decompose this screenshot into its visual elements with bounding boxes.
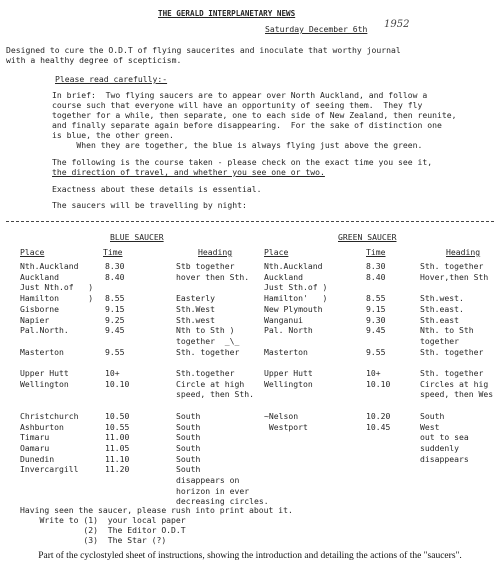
green-col-place: Place	[264, 247, 289, 257]
blue-saucer-place-cell: Timaru	[20, 432, 50, 443]
green-saucer-heading-cell: suddenly	[420, 442, 459, 453]
blue-saucer-time-cell: 11.05	[105, 442, 130, 453]
brief-line: is blue, the other green.	[52, 130, 174, 140]
blue-saucer-heading-cell: horizon in ever	[176, 485, 250, 496]
green-saucer-heading-cell: Sth.east.	[420, 303, 464, 314]
blue-saucer-heading-cell: South	[176, 432, 201, 443]
green-saucer-place-cell: Westport	[264, 421, 308, 432]
blue-saucer-place-cell: Upper Hutt	[20, 368, 69, 378]
blue-saucer-place-cell: Napier	[20, 314, 50, 325]
green-saucer-time-cell: 9.15	[366, 303, 386, 314]
green-col-heading: Heading	[446, 247, 481, 257]
blue-saucer-place-cell: Ashburton	[20, 421, 64, 432]
footer-line-1: Having seen the saucer, please rush into print about it.	[20, 505, 293, 515]
green-saucer-time-cell: 8.55	[366, 293, 386, 304]
green-saucer-heading-cell: Sth. together	[420, 346, 484, 357]
following-line-1: The following is the course taken - please check on the exact time you see it,	[52, 157, 433, 167]
blue-saucer-heading-cell: hover then Sth.	[176, 271, 250, 282]
green-saucer-time-cell: 8.30	[366, 261, 386, 271]
green-saucer-time-cell: 9.55	[366, 346, 386, 357]
blue-saucer-time-cell: 10.50	[105, 410, 130, 421]
footer-line-4: (3) The Star (?)	[20, 535, 167, 545]
blue-saucer-time-cell: 10+	[105, 368, 120, 378]
green-saucer-place-cell: Upper Hutt	[264, 368, 313, 378]
blue-saucer-place-cell: Wellington	[20, 378, 69, 389]
green-saucer-heading-cell: West	[420, 421, 440, 432]
footer-line-3: (2) The Editor O.D.T	[20, 525, 186, 535]
green-saucer-heading-cell: disappears	[420, 453, 469, 464]
blue-saucer-place-cell: Oamaru	[20, 442, 50, 453]
brief-line: In brief: Two flying saucers are to appear over North Auckland, and follow a	[52, 90, 428, 100]
brief-line: and finally separate again before disappearing. For the sake of distinction one	[52, 120, 442, 130]
newsletter-title: THE GERALD INTERPLANETARY NEWS	[158, 9, 296, 18]
green-saucer-heading-cell: Hover,then Sth	[420, 271, 489, 282]
blue-col-place: Place	[20, 247, 45, 257]
purpose-line-2: with a healthy degree of scepticism.	[6, 55, 182, 65]
green-saucer-time-cell: 10.10	[366, 378, 391, 389]
green-saucer-time-cell: 9.30	[366, 314, 386, 325]
blue-saucer-place-cell: Just Nth.of )	[20, 282, 94, 293]
green-saucer-place-cell: New Plymouth	[264, 303, 323, 314]
blue-col-time: Time	[103, 247, 123, 257]
blue-saucer-time-cell: 9.25	[105, 314, 125, 325]
section-divider	[6, 221, 494, 222]
green-saucer-heading-cell: South	[420, 410, 445, 421]
night-note: The saucers will be travelling by night:	[52, 200, 247, 210]
green-saucer-time-cell: 8.40	[366, 271, 386, 282]
blue-saucer-heading-cell: South	[176, 453, 201, 464]
blue-saucer-place-cell: Nth.Auckland	[20, 261, 79, 271]
green-saucer-place-cell: Pal. North	[264, 325, 313, 336]
blue-saucer-heading-cell: Easterly	[176, 293, 215, 304]
green-saucer-time-cell: 10+	[366, 368, 381, 378]
blue-saucer-time-cell: 8.55	[105, 293, 125, 304]
green-saucer-place-cell: Masterton	[264, 346, 308, 357]
blue-saucer-time-cell: 9.45	[105, 325, 125, 336]
green-saucer-time-cell: 9.45	[366, 325, 386, 336]
blue-saucer-heading-cell: South	[176, 442, 201, 453]
blue-saucer-time-cell: 9.55	[105, 346, 125, 357]
green-saucer-heading-cell: Circles at hig	[420, 378, 489, 389]
green-saucer-heading-cell: Nth. to Sth	[420, 325, 474, 336]
blue-saucer-heading-cell: Circle at high	[176, 378, 245, 389]
green-saucer-heading-cell: out to sea	[420, 432, 469, 443]
brief-line: course such that everyone will have an opportunity of seeing them. They fly	[52, 100, 423, 110]
blue-saucer-time-cell: 11.00	[105, 432, 130, 443]
blue-saucer-time-cell: 9.15	[105, 303, 125, 314]
purpose-line-1: Designed to cure the O.D.T of flying saucerites and inoculate that worthy journal	[6, 45, 401, 55]
blue-saucer-heading-cell: speed, then Sth.	[176, 389, 254, 400]
green-saucer-place-cell: Wanganui	[264, 314, 303, 325]
blue-col-heading: Heading	[198, 247, 233, 257]
blue-saucer-time-cell: 11.20	[105, 464, 130, 475]
green-saucer-place-cell: Nth.Auckland	[264, 261, 323, 271]
brief-line: together for a while, then separate, one to each side of New Zealand, then reunite,	[52, 110, 457, 120]
green-saucer-place-cell: Hamilton' )	[264, 293, 328, 304]
blue-saucer-place-cell: Gisborne	[20, 303, 59, 314]
issue-date: Saturday December 6th	[265, 24, 368, 34]
image-caption: Part of the cyclostyled sheet of instructions, showing the introduction and detailing the actions of the "saucers".	[38, 551, 462, 561]
blue-saucer-heading-cell: Sth.together	[176, 368, 235, 378]
green-saucer-heading-cell: together	[420, 335, 459, 346]
green-saucer-title: GREEN SAUCER	[338, 232, 397, 242]
blue-saucer-heading-cell: together _\_	[176, 335, 240, 346]
blue-saucer-heading-cell: decreasing circles.	[176, 496, 269, 507]
blue-saucer-time-cell: 8.30	[105, 261, 125, 271]
brief-line: When they are together, the blue is always flying just above the green.	[52, 140, 423, 150]
green-saucer-place-cell: ~Nelson	[264, 410, 299, 421]
green-saucer-place-cell: Wellington	[264, 378, 313, 389]
blue-saucer-place-cell: Masterton	[20, 346, 64, 357]
blue-saucer-heading-cell: disappears on	[176, 475, 240, 485]
blue-saucer-place-cell: Christchurch	[20, 410, 79, 421]
blue-saucer-time-cell: 10.10	[105, 378, 130, 389]
blue-saucer-time-cell: 11.10	[105, 453, 130, 464]
green-saucer-place-cell: Auckland	[264, 271, 303, 282]
green-col-time: Time	[366, 247, 386, 257]
blue-saucer-heading-cell: Stb together	[176, 261, 235, 271]
blue-saucer-heading-cell: South	[176, 464, 201, 475]
green-saucer-time-cell: 10.20	[366, 410, 391, 421]
blue-saucer-time-cell: 10.55	[105, 421, 130, 432]
blue-saucer-heading-cell: Sth.west	[176, 314, 215, 325]
blue-saucer-place-cell: Auckland	[20, 271, 59, 282]
green-saucer-heading-cell: Sth. together	[420, 368, 484, 378]
blue-saucer-heading-cell: South	[176, 410, 201, 421]
read-carefully-heading: Please read carefully:-	[55, 74, 168, 84]
blue-saucer-heading-cell: Nth to Sth )	[176, 325, 235, 336]
green-saucer-heading-cell: Sth.west.	[420, 293, 464, 304]
blue-saucer-title: BLUE SAUCER	[110, 232, 164, 242]
following-line-2: the direction of travel, and whether you see one or two.	[52, 167, 325, 177]
blue-saucer-time-cell: 8.40	[105, 271, 125, 282]
footer-line-2: Write to (1) your local paper	[20, 515, 186, 525]
blue-saucer-place-cell: Hamilton )	[20, 293, 94, 304]
green-saucer-heading-cell: Sth.east	[420, 314, 459, 325]
blue-saucer-heading-cell: South	[176, 421, 201, 432]
blue-saucer-place-cell: Invercargill	[20, 464, 79, 475]
green-saucer-time-cell: 10.45	[366, 421, 391, 432]
blue-saucer-place-cell: Pal.North.	[20, 325, 69, 336]
blue-saucer-place-cell: Dunedin	[20, 453, 55, 464]
green-saucer-place-cell: Just Sth.of )	[264, 282, 328, 293]
green-saucer-heading-cell: Sth. together	[420, 261, 484, 271]
green-saucer-heading-cell: speed, then Wes	[420, 389, 494, 400]
handwritten-year: 1952	[384, 19, 410, 30]
blue-saucer-heading-cell: Sth.West	[176, 303, 215, 314]
exactness-note: Exactness about these details is essential.	[52, 184, 262, 194]
blue-saucer-heading-cell: Sth. together	[176, 346, 240, 357]
